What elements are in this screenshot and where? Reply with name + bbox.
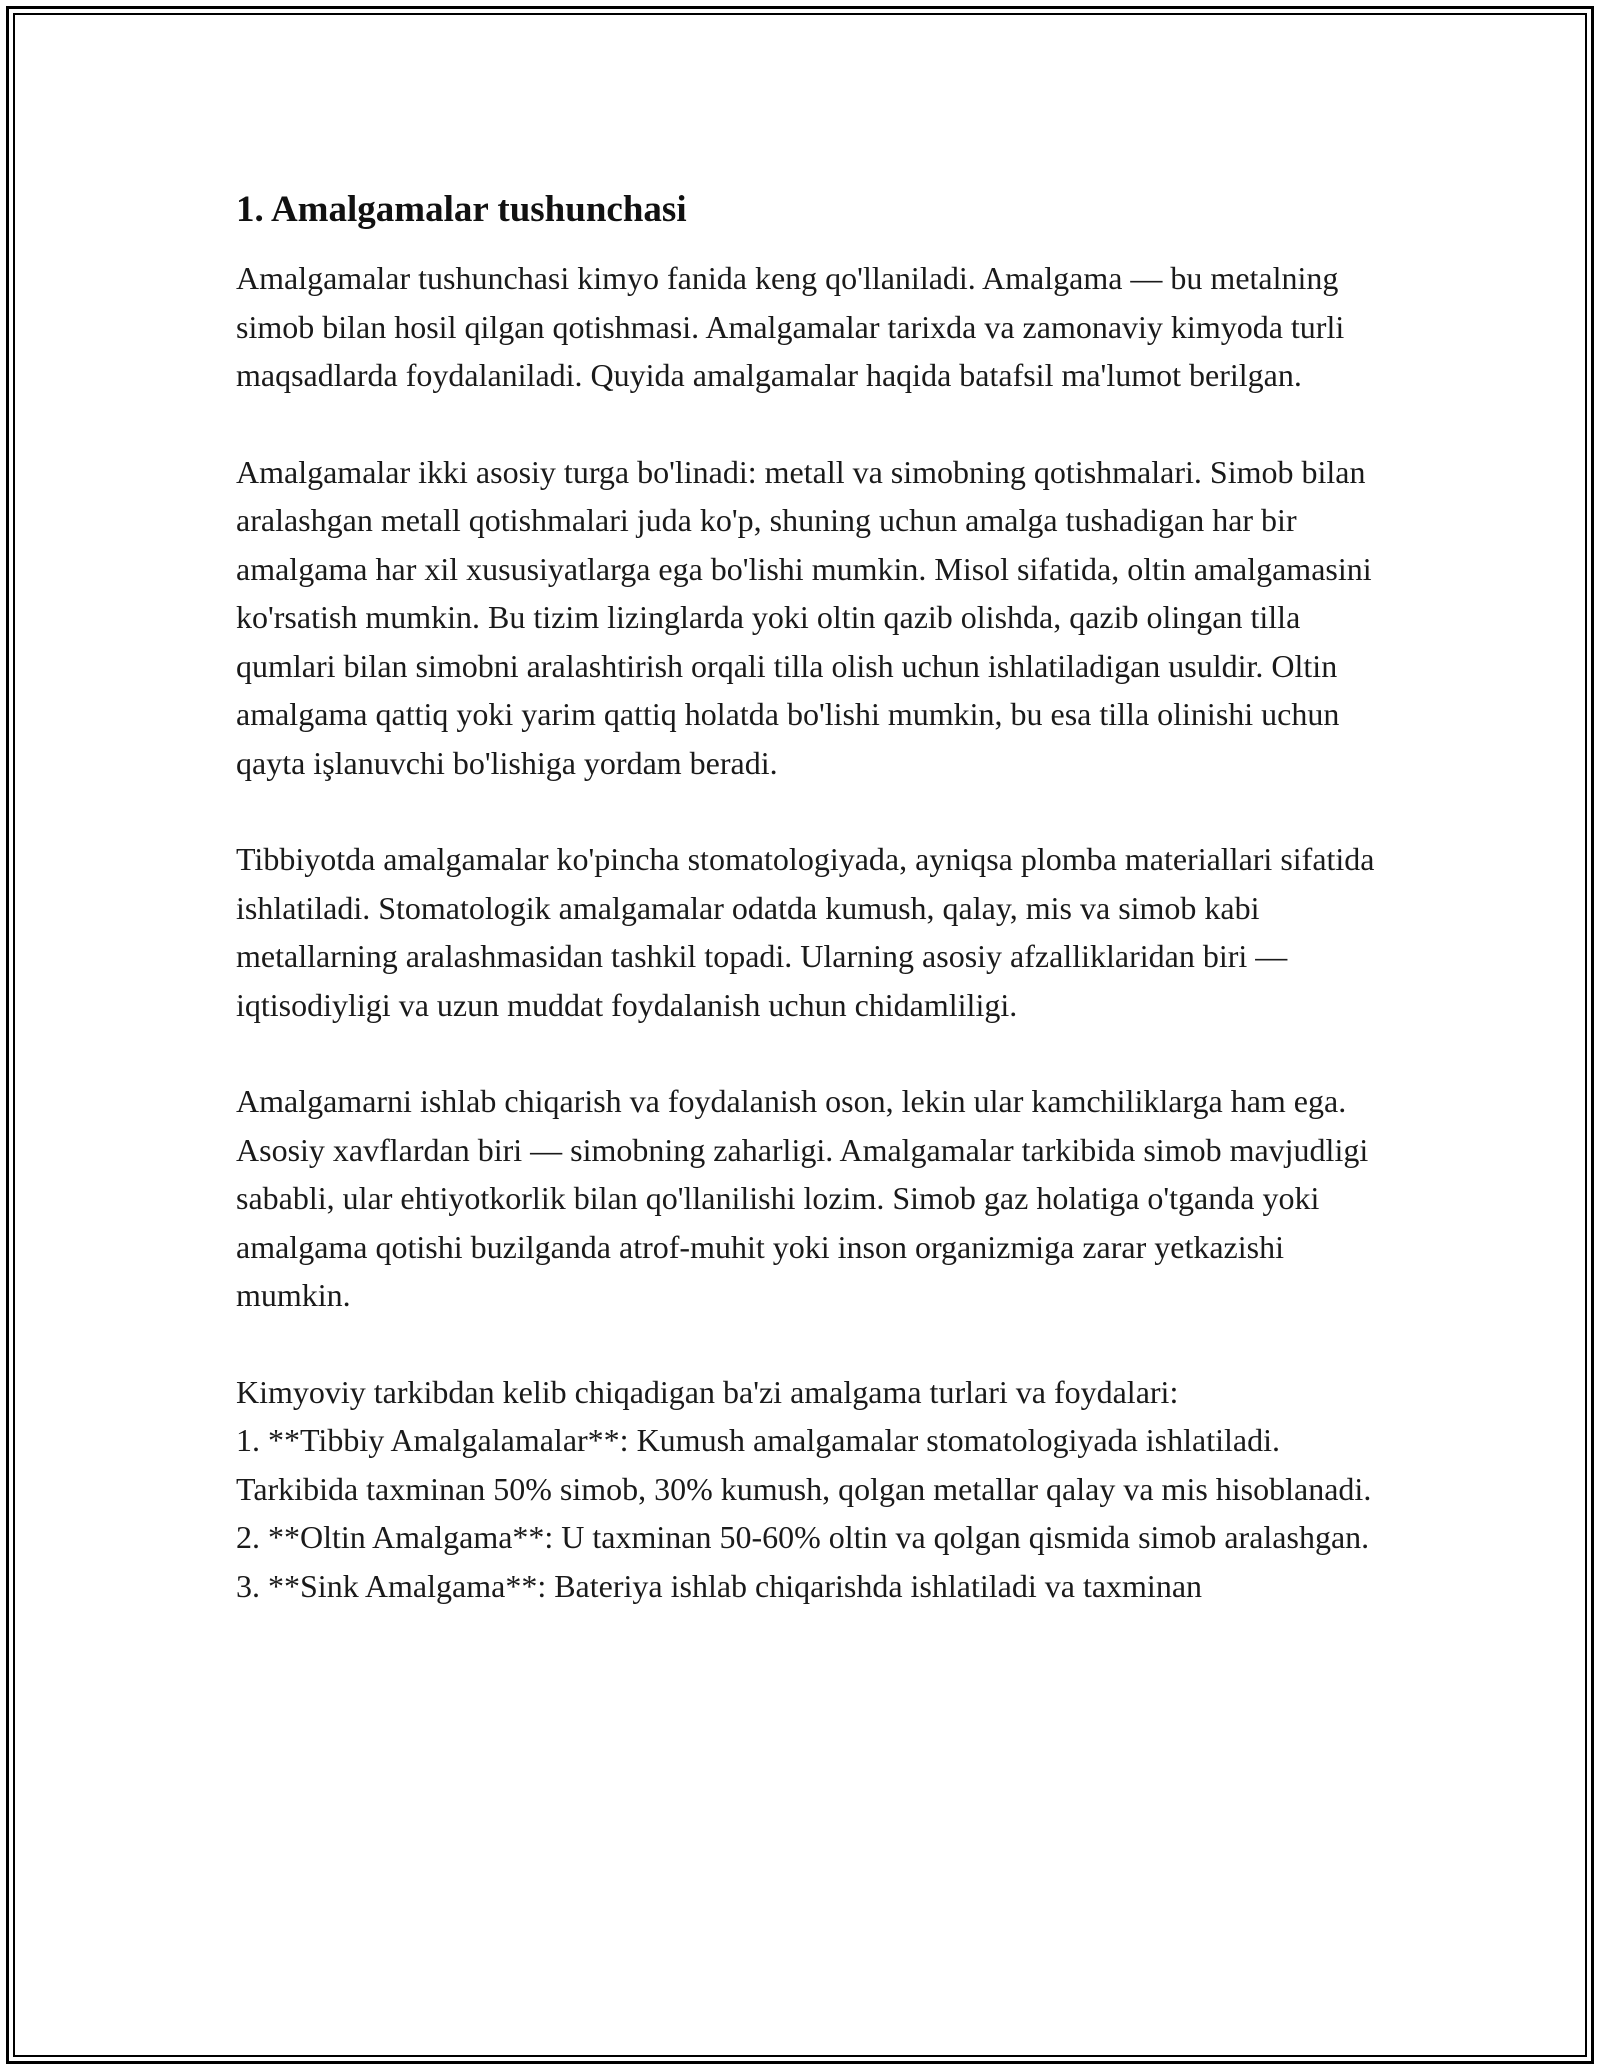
paragraph-medicine: Tibbiyotda amalgamalar ko'pincha stomatologiyada, ayniqsa plomba materiallari sifatida ishlatiladi. Stomatologik amalgamalar odatda kumush, qalay, mis va simob kabi metallarning aralashmasidan tashkil topadi. Ularning asosiy afzalliklaridan biri — iqtisodiyligi va uzun muddat foydalanish uchun chidamliligi. bbox=[236, 841, 1375, 1023]
paragraph-drawbacks: Amalgamarni ishlab chiqarish va foydalanish oson, lekin ular kamchiliklarga ham ega. Asosiy xavflardan biri — simobning zaharligi. Amalgamalar tarkibida simob mavjudligi sababli, ular ehtiyotkorlik bilan qo'llanilishi lozim. Simob gaz holatiga o'tganda yoki amalgama qotishi buzilganda atrof-muhit yoki inson organizmiga zarar yetkazishi mumkin. bbox=[236, 1083, 1369, 1313]
list-item: 3. **Sink Amalgama**: Bateriya ishlab chiqarishda ishlatiladi va taxminan bbox=[236, 1567, 1203, 1604]
list-item: 1. **Tibbiy Amalgalamalar**: Kumush amalgamalar stomatologiyada ishlatiladi. Tarkibida taxminan 50% simob, 30% kumush, qolgan metallar qalay va mis hisoblanadi. bbox=[236, 1422, 1372, 1507]
list-item: 2. **Oltin Amalgama**: U taxminan 50-60% oltin va qolgan qismida simob aralashgan. bbox=[236, 1519, 1370, 1555]
section-heading: 1. Amalgamalar tushunchasi bbox=[236, 189, 687, 230]
list-intro: Kimyoviy tarkibdan kelib chiqadigan ba'zi amalgama turlari va foydalari: bbox=[236, 1373, 1179, 1410]
document-body bbox=[236, 186, 1386, 1610]
paragraph-types: Amalgamalar ikki asosiy turga bo'linadi: metall va simobning qotishmalari. Simob bilan aralashgan metall qotishmalari juda ko'p, shuning uchun amalga tushadigan har bir amalgama har xil xususiyatlarga ega bo'lishi mumkin. Misol sifatida, oltin amalgamasini ko'rsatish mumkin. Bu tizim lizinglarda yoki oltin qazib olishda, qazib olingan tilla qumlari bilan simobni aralashtirish orqali tilla olish uchun ishlatiladigan usuldir. Oltin amalgama qattiq yoki yarim qattiq holatda bo'lishi mumkin, bu esa tilla olinishi uchun qayta işlanuvchi bo'lishiga yordam beradi. bbox=[236, 453, 1372, 781]
paragraph-intro: Amalgamalar tushunchasi kimyo fanida keng qo'llaniladi. Amalgama — bu metalning simob bilan hosil qilgan qotishmasi. Amalgamalar tarixda va zamonaviy kimyoda turli maqsadlarda foydalaniladi. Quyida amalgamalar haqida batafsil ma'lumot berilgan. bbox=[236, 260, 1345, 393]
